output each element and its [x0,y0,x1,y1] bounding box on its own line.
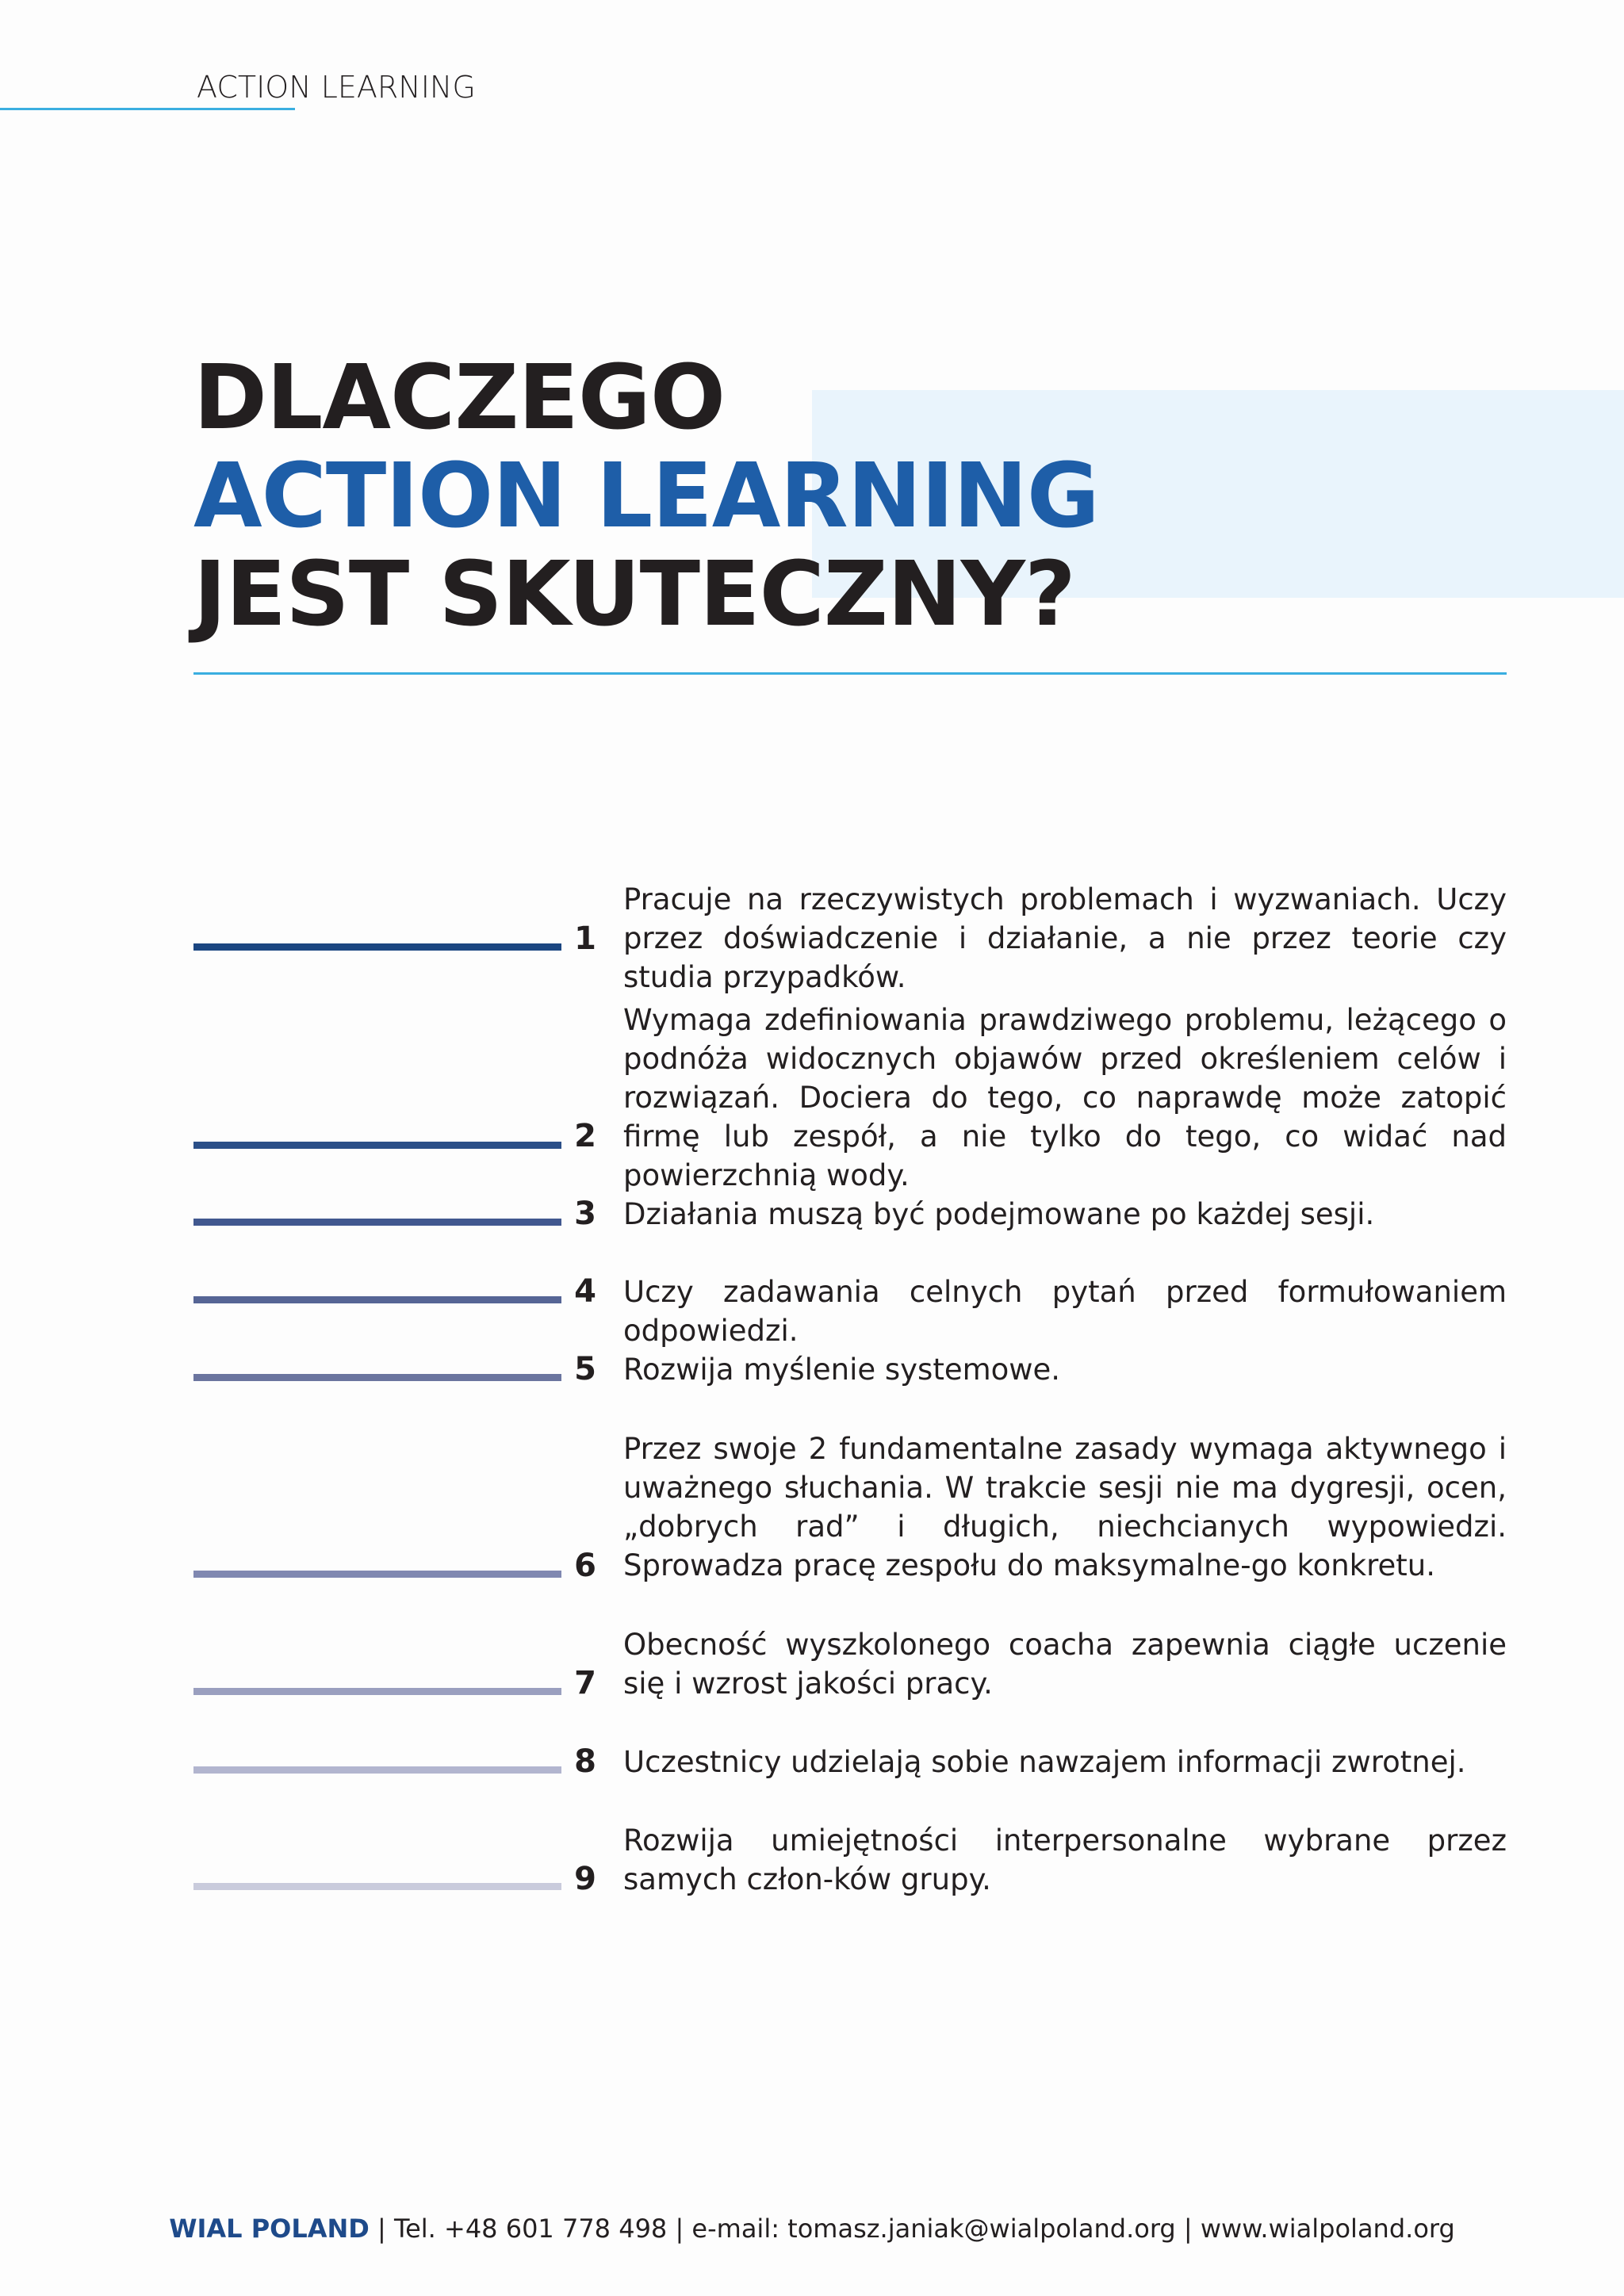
footer [0,2214,1624,2244]
list-item-text: Działania muszą być podejmowane po każdej sesji. [623,1197,1375,1231]
header-label: ACTION LEARNING [197,70,476,105]
list-item-number: 8 [574,1743,596,1780]
list-item-number: 2 [574,1118,596,1154]
list-item-number: 7 [574,1665,596,1701]
title-line-3: JEST SKUTECZNY? [193,543,1075,646]
list-item-text: Przez swoje 2 fundamentalne zasady wymaga aktywnego i uważnego słuchania. W trakcie sesji nie ma dygresji, ocen, „dobrych rad” i długich, niechcianych wypowiedzi. Sprowadza pracę zespołu do maksymalne-go konkretu. [623,1432,1507,1582]
footer-contact: | Tel. +48 601 778 498 | e-mail: tomasz.janiak@wialpoland.org | www.wialpoland.org [369,2214,1455,2244]
list-item-bar [193,1883,561,1890]
list-item-bar [193,1219,561,1226]
title-line-2: ACTION LEARNING [193,445,1099,548]
list-item-text: Obecność wyszkolonego coacha zapewnia ciągłe uczenie się i wzrost jakości pracy. [623,1628,1507,1701]
list-item-text: Pracuje na rzeczywistych problemach i wyzwaniach. Uczy przez doświadczenie i działanie, a nie przez teorie czy studia przypadków. [623,882,1507,994]
list-item-text: Uczestnicy udzielają sobie nawzajem informacji zwrotnej. [623,1745,1466,1779]
footer-brand: WIAL POLAND [169,2214,370,2244]
list-item-number: 9 [574,1861,596,1897]
list-item-text: Rozwija myślenie systemowe. [623,1353,1061,1387]
list-item-bar [193,1766,561,1774]
list-item-number: 1 [574,920,596,957]
list-item-number: 5 [574,1351,596,1387]
list-item-number: 4 [574,1273,596,1310]
list-item-bar [193,1142,561,1149]
list-item-number: 6 [574,1548,596,1584]
list-item-text: Rozwija umiejętności interpersonalne wybrane przez samych człon-ków grupy. [623,1823,1507,1896]
title-rule [193,672,1507,675]
list-item-bar [193,943,561,951]
list-item-bar [193,1688,561,1695]
list-item-bar [193,1571,561,1578]
list-item-bar [193,1296,561,1303]
page-title [193,346,1099,646]
list-item-bar [193,1374,561,1381]
list-item-text: Uczy zadawania celnych pytań przed formułowaniem odpowiedzi. [623,1275,1507,1348]
header-rule [0,108,295,110]
list-item-text: Wymaga zdefiniowania prawdziwego problemu, leżącego o podnóża widocznych objawów przed określeniem celów i rozwiązań. Dociera do tego, co naprawdę może zatopić firmę lub zespół, a nie tylko do tego, co widać nad powierzchnią wody. [623,1003,1507,1192]
list-item-number: 3 [574,1196,596,1232]
title-line-1: DLACZEGO [193,346,726,450]
